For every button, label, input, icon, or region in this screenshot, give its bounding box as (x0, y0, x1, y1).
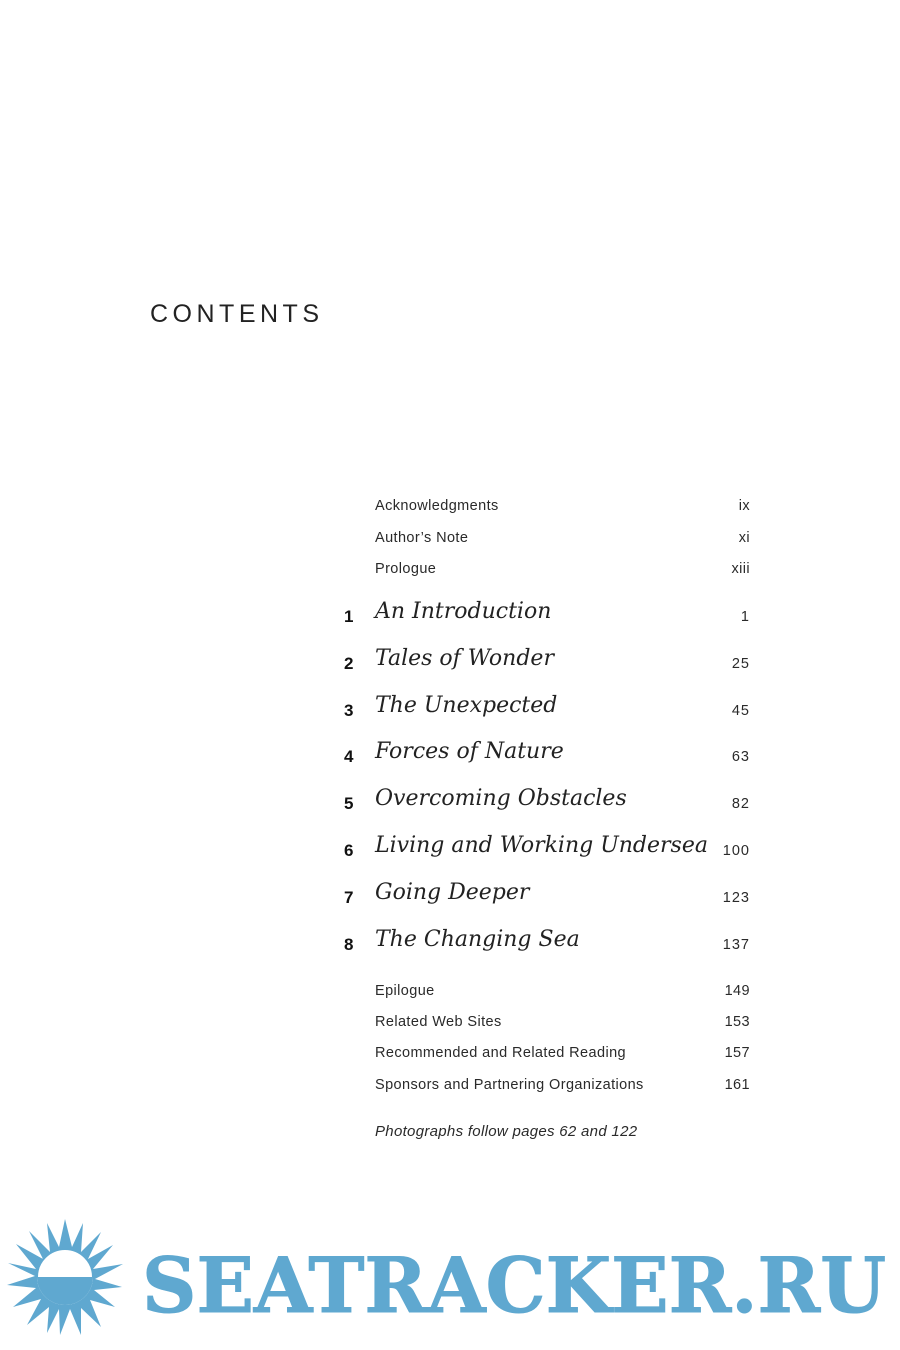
toc-chapter-7[interactable] (340, 880, 750, 918)
chapter-title: An Introduction (375, 599, 552, 624)
chapter-page: 100 (722, 843, 750, 859)
chapter-number: 5 (344, 794, 354, 813)
toc-entry-title: Acknowledgments (375, 498, 499, 514)
toc-chapter-5[interactable] (340, 786, 750, 824)
toc-entry-page: xiii (731, 561, 750, 577)
chapter-number: 6 (344, 841, 354, 860)
toc-entry-page: 149 (724, 983, 750, 999)
toc-back-epilogue[interactable] (340, 983, 750, 1013)
toc-chapter-3[interactable] (340, 693, 750, 731)
chapter-title: Overcoming Obstacles (375, 786, 627, 811)
chapter-number: 7 (344, 888, 354, 907)
toc-back-recommended-reading[interactable] (340, 1045, 750, 1075)
chapter-page: 45 (731, 703, 750, 719)
toc-entry-page: 161 (724, 1077, 750, 1093)
chapter-page: 137 (722, 937, 750, 953)
chapter-title: Tales of Wonder (375, 646, 554, 671)
chapter-title: Forces of Nature (375, 739, 564, 764)
toc-entry-title: Author’s Note (375, 530, 469, 546)
toc-chapter-4[interactable] (340, 739, 750, 777)
chapter-page: 25 (731, 656, 750, 672)
watermark-text: SEATRACKER.RU (142, 1241, 886, 1330)
chapter-number: 8 (344, 935, 354, 954)
toc-entry-title: Related Web Sites (375, 1014, 502, 1030)
toc-front-authors-note[interactable] (340, 530, 750, 560)
toc-entry-title: Recommended and Related Reading (375, 1045, 626, 1061)
chapter-page: 82 (731, 796, 750, 812)
toc-entry-page: 157 (724, 1045, 750, 1061)
toc-chapter-8[interactable] (340, 927, 750, 965)
sun-icon (7, 1219, 123, 1335)
chapter-page: 1 (740, 609, 750, 625)
toc-entry-title: Epilogue (375, 983, 435, 999)
watermark (0, 1212, 900, 1350)
toc-entry-title: Sponsors and Partnering Organizations (375, 1077, 644, 1093)
chapter-page: 63 (731, 749, 750, 765)
chapter-number: 2 (344, 654, 354, 673)
photographs-note: Photographs follow pages 62 and 122 (375, 1123, 638, 1140)
toc-front-prologue[interactable] (340, 561, 750, 591)
toc-chapter-6[interactable] (340, 833, 750, 871)
toc-entry-title: Prologue (375, 561, 437, 577)
chapter-title: Living and Working Undersea (375, 833, 708, 858)
chapter-title: The Changing Sea (375, 927, 580, 952)
page-title: CONTENTS (150, 300, 324, 328)
toc-entry-page: ix (738, 498, 750, 514)
toc-back-related-web-sites[interactable] (340, 1014, 750, 1044)
chapter-title: The Unexpected (375, 693, 558, 718)
toc-front-acknowledgments[interactable] (340, 498, 750, 528)
chapter-number: 1 (344, 607, 354, 626)
chapter-page: 123 (722, 890, 750, 906)
toc-back-sponsors[interactable] (340, 1077, 750, 1107)
chapter-number: 3 (344, 701, 354, 720)
toc-chapter-1[interactable] (340, 599, 750, 637)
chapter-number: 4 (344, 747, 354, 766)
toc-entry-page: 153 (724, 1014, 750, 1030)
chapter-title: Going Deeper (375, 880, 530, 905)
toc-entry-page: xi (738, 530, 750, 546)
toc-chapter-2[interactable] (340, 646, 750, 684)
